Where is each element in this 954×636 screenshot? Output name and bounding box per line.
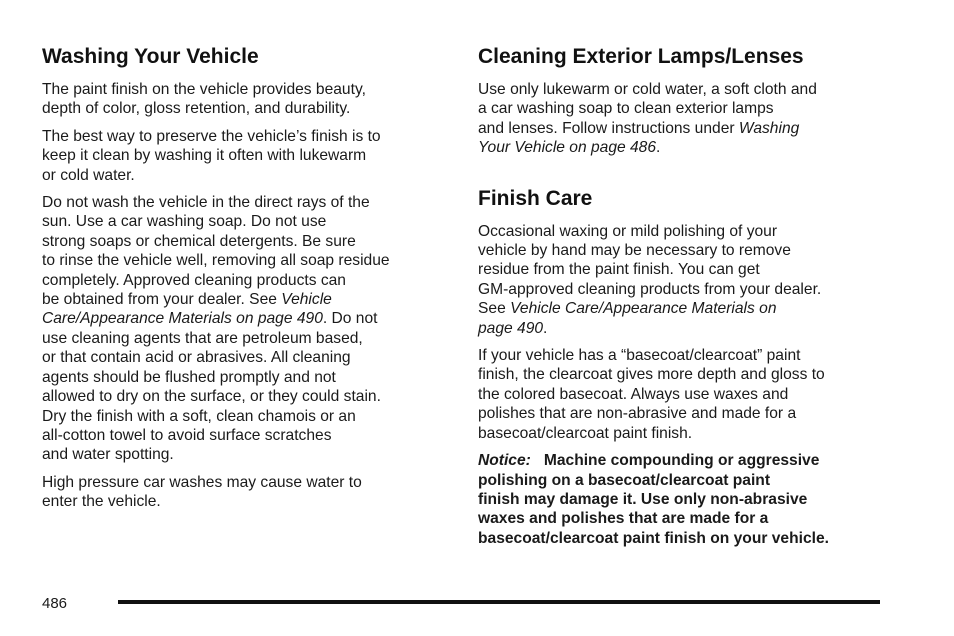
text-line: the colored basecoat. Always use waxes and [478,385,789,403]
text-line: residue from the paint finish. You can get [478,261,760,279]
cross-reference-washing-cont[interactable]: Your Vehicle on page 486 [478,139,657,157]
text-segment: and lenses. Follow instructions under [478,119,739,137]
text-line: completely. Approved cleaning products can [42,271,346,289]
text-segment: be obtained from your dealer. See [42,291,282,309]
section-title-washing: Washing Your Vehicle [42,45,259,68]
text-line: Use only lukewarm or cold water, a soft cloth and [478,81,817,98]
cross-reference-vehicle-care[interactable]: Vehicle [281,291,332,309]
text-line: GM-approved cleaning products from your dealer. [478,280,822,298]
text-line: agents should be flushed promptly and not [42,368,336,386]
text-line [42,309,452,328]
text-segment: Machine compounding or aggressive [543,452,820,470]
text-line: to rinse the vehicle well, removing all soap residue [42,252,390,270]
text-line [478,451,890,470]
text-line [478,138,890,157]
text-line: a car washing soap to clean exterior lamps [478,100,774,118]
notice-block [478,451,890,548]
text-line: polishing on a basecoat/clearcoat paint [478,471,771,489]
text-segment: . Do not [322,310,378,328]
footer-rule [118,600,880,604]
paragraph-high-pressure [42,473,452,512]
text-line [42,290,452,309]
cross-reference-washing[interactable]: Washing [738,119,800,137]
text-line: finish may damage it. Use only non-abrasive [478,490,808,508]
text-line: vehicle by hand may be necessary to remove [478,242,791,260]
cross-reference-vehicle-care-cont[interactable]: Care/Appearance Materials on page 490 [42,310,323,328]
section-spacer [478,166,890,186]
text-line: Dry the finish with a soft, clean chamois or an [42,407,356,425]
page-number: 486 [42,595,68,612]
cross-reference-vehicle-care-cont[interactable]: page 490 [478,319,544,337]
paragraph-washing-instructions [42,193,452,465]
section-title-lamps: Cleaning Exterior Lamps/Lenses [478,45,804,68]
paragraph-paint-finish [42,80,452,119]
text-line: strong soaps or chemical detergents. Be sure [42,232,356,250]
text-line: enter the vehicle. [42,493,161,511]
text-line: sun. Use a car washing soap. Do not use [42,213,327,231]
text-line: The paint finish on the vehicle provides beauty, [42,81,366,98]
text-line: or that contain acid or abrasives. All cleaning [42,349,351,367]
text-line: basecoat/clearcoat paint finish. [478,424,693,442]
text-line: The best way to preserve the vehicle’s finish is to [42,127,381,145]
text-line: High pressure car washes may cause water to [42,473,362,491]
text-segment: . [543,319,548,337]
text-segment: . [656,139,661,157]
text-line: keep it clean by washing it often with lukewarm [42,147,367,165]
text-line [478,119,890,138]
text-line: waxes and polishes that are made for a [478,510,769,528]
cross-reference-vehicle-care[interactable]: Vehicle Care/Appearance Materials on [510,300,777,318]
section-title-finish-care: Finish Care [478,186,593,210]
text-line: Occasional waxing or mild polishing of your [478,222,778,240]
paragraph-basecoat [478,346,890,443]
notice-label: Notice: [478,452,531,470]
left-column [42,44,452,520]
text-line: or cold water. [42,166,135,184]
right-column [478,44,890,556]
text-line: depth of color, gloss retention, and durability. [42,100,351,118]
text-line [478,319,890,338]
text-line: use cleaning agents that are petroleum based, [42,329,363,347]
text-line: Do not wash the vehicle in the direct rays of the [42,194,370,212]
text-line: allowed to dry on the surface, or they could stain. [42,388,381,406]
text-line: basecoat/clearcoat paint finish on your vehicle. [478,529,829,547]
text-line: all-cotton towel to avoid surface scratches [42,426,332,444]
text-line: finish, the clearcoat gives more depth and gloss to [478,366,825,384]
text-line: If your vehicle has a “basecoat/clearcoat” paint [478,347,801,365]
paragraph-waxing [478,222,890,338]
paragraph-lamps [478,80,890,158]
text-segment: See [478,300,511,318]
text-line: and water spotting. [42,446,174,464]
text-line: polishes that are non-abrasive and made for a [478,405,797,423]
text-line [478,299,890,318]
paragraph-preserve-finish [42,127,452,185]
